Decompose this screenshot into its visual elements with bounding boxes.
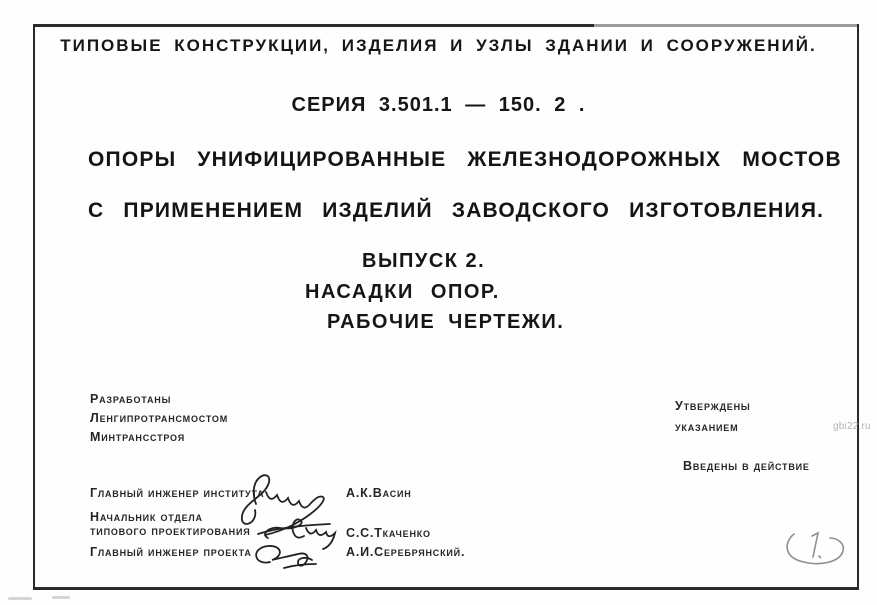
issue-number-line: ВЫПУСК 2. — [362, 250, 486, 272]
signature-name-vasin: А.К.Васин — [346, 486, 412, 500]
border-top-faded-segment — [594, 24, 857, 27]
effective-line: Введены в действие — [683, 459, 810, 473]
signature-name-serebryansky: А.И.Серебрянский. — [346, 545, 466, 559]
signature-role-chief-engineer-institute: Главный инженер института — [90, 486, 265, 500]
border-top-dark-segment — [35, 24, 594, 27]
sheet-number-circled — [778, 524, 856, 572]
scan-smudge — [52, 596, 70, 599]
signature-role-chief-project-engineer: Главный инженер проекта — [90, 545, 252, 559]
series-number-line: СЕРИЯ 3.501.1 — 150. 2 . — [291, 94, 586, 116]
watermark-text: gbi22.ru — [833, 421, 871, 432]
approved-block — [675, 396, 751, 438]
approved-line1: Утверждены — [675, 399, 751, 413]
document-category-line: ТИПОВЫЕ КОНСТРУКЦИИ, ИЗДЕЛИЯ И УЗЛЫ ЗДАНИИ И СООРУЖЕНИЙ. — [60, 36, 817, 55]
document-title-line1: ОПОРЫ УНИФИЦИРОВАННЫЕ ЖЕЛЕЗНОДОРОЖНЫХ МОСТОВ — [88, 148, 842, 171]
signature-role-head-of-department: Начальник отдела типового проектирования — [90, 510, 251, 538]
developed-org1: Ленгипротрансмостом — [90, 411, 229, 425]
developed-label: Разработаны — [90, 392, 172, 406]
approved-line2: указанием — [675, 420, 739, 434]
subtitle-line2: РАБОЧИЕ ЧЕРТЕЖИ. — [327, 311, 565, 333]
scan-smudge — [8, 597, 32, 600]
developed-org2: Минтрансстроя — [90, 430, 185, 444]
subtitle-line1: НАСАДКИ ОПОР. — [305, 281, 500, 303]
document-title-line2: С ПРИМЕНЕНИЕМ ИЗДЕЛИЙ ЗАВОДСКОГО ИЗГОТОВЛЕНИЯ. — [88, 199, 825, 222]
handwritten-signatures — [228, 466, 360, 578]
signature-name-tkachenko: С.С.Ткаченко — [346, 526, 431, 540]
developed-by-block — [90, 390, 228, 447]
